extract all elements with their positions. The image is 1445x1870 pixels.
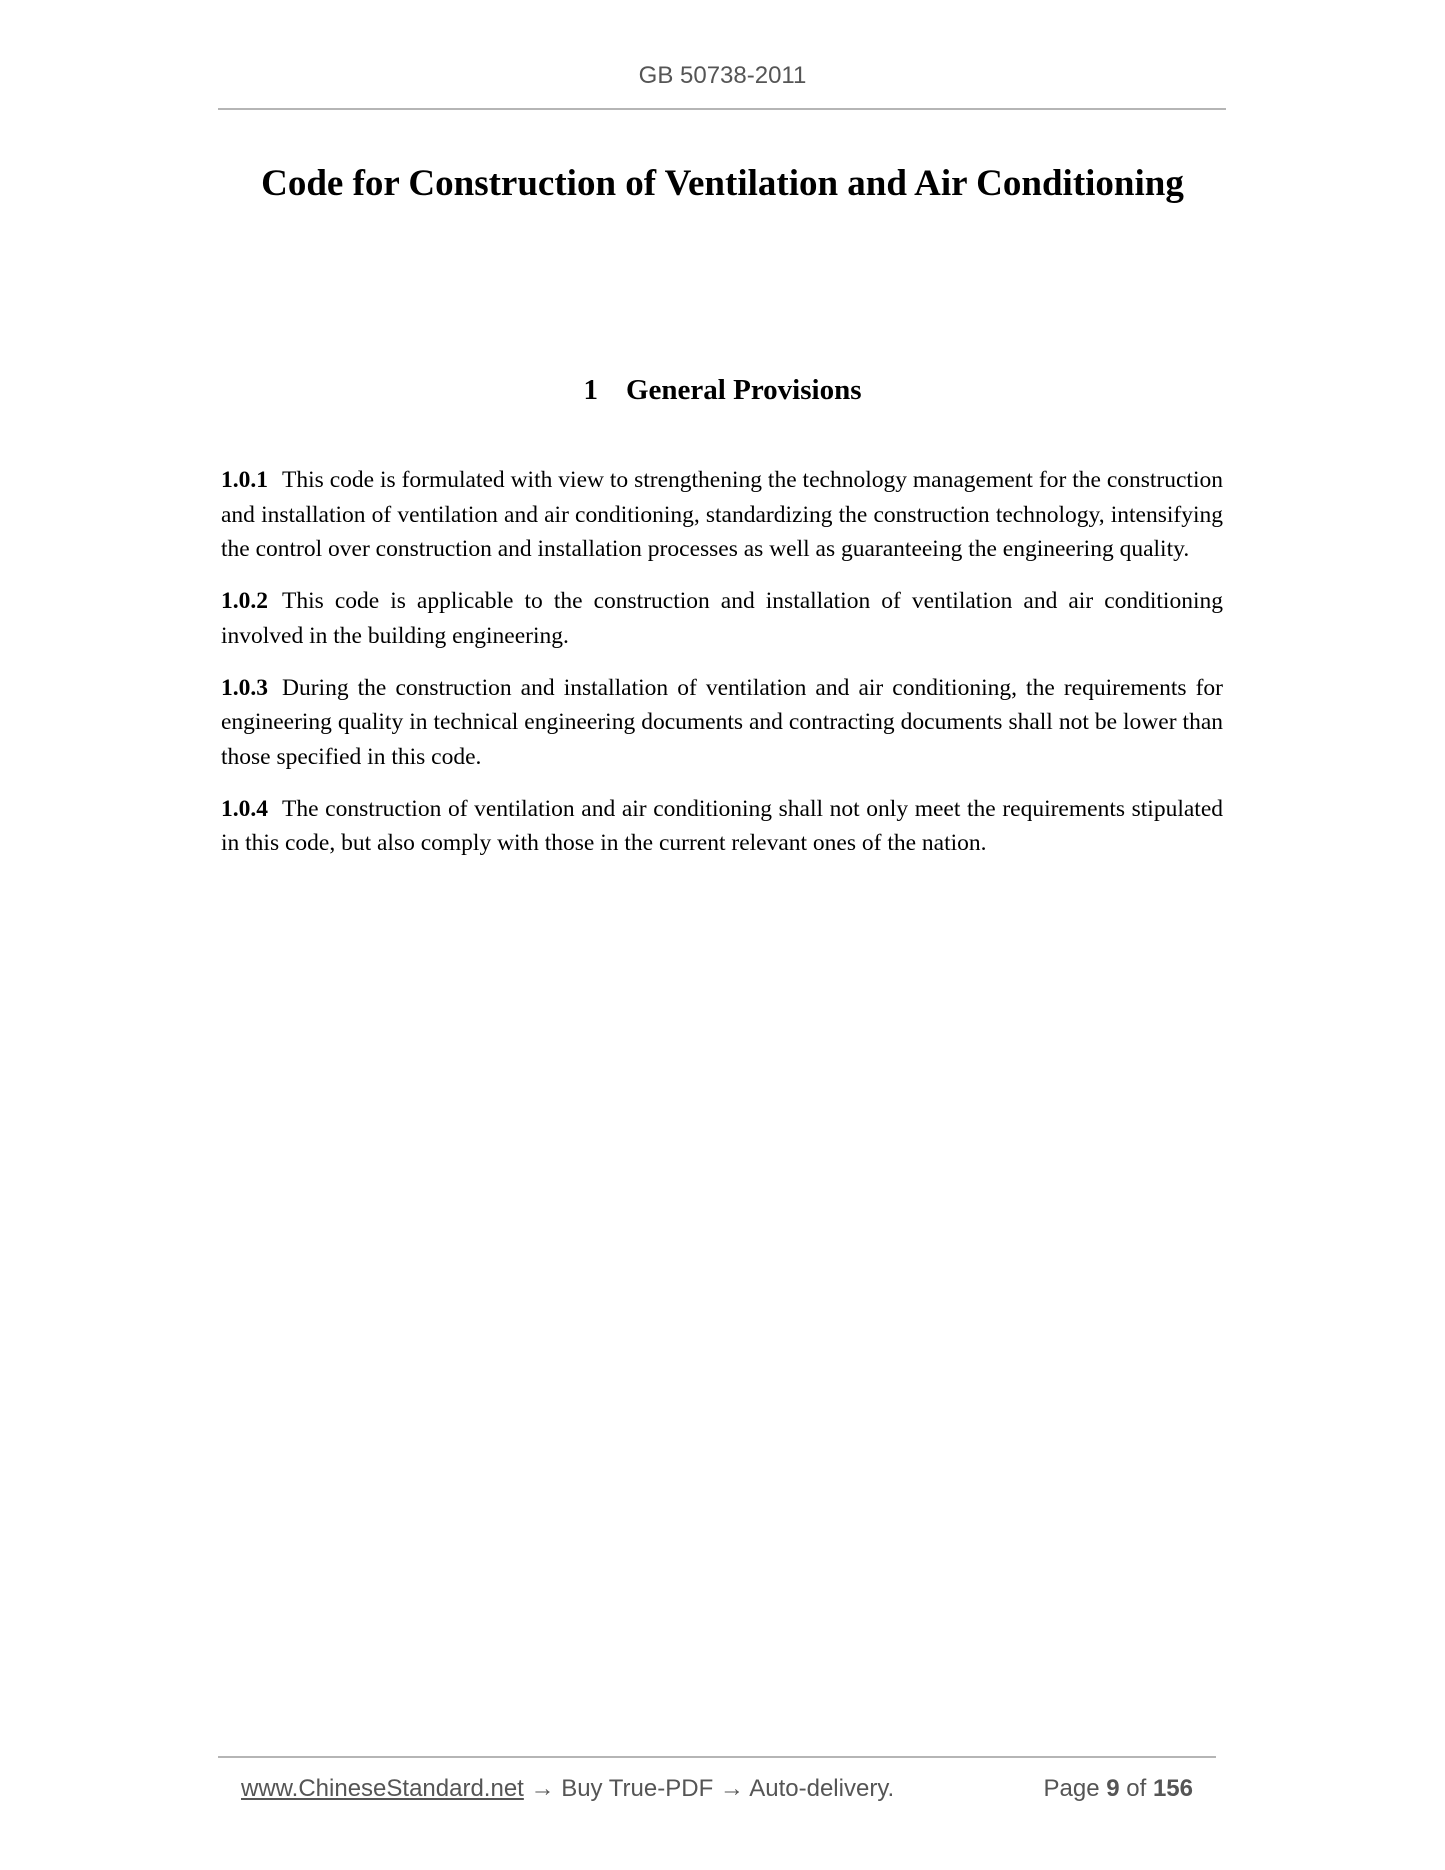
chapter-number: 1 <box>583 374 598 406</box>
clause <box>221 671 1223 775</box>
of-label: of <box>1126 1775 1147 1802</box>
header-doc-code: GB 50738-2011 <box>638 62 807 89</box>
footer-divider <box>218 1756 1216 1758</box>
arrow-icon: → <box>530 1775 555 1802</box>
page-total: 156 <box>1152 1775 1193 1802</box>
clause-number: 1.0.3 <box>221 674 268 701</box>
page-number: 9 <box>1106 1775 1120 1802</box>
chapter-title: General Provisions <box>626 374 862 406</box>
clause-text: This code is formulated with view to strengthening the technology management for the construction and installation of ventilation and air conditioning, standardizing the construction technology, intensifying the control over construction and installation processes as well as guaranteeing the engineering quality. <box>221 467 1223 563</box>
clause <box>221 792 1223 861</box>
delivery-text: Auto-delivery. <box>749 1775 895 1802</box>
page-label: Page <box>1043 1775 1100 1802</box>
arrow-icon: → <box>719 1775 744 1802</box>
clause-text: During the construction and installation of ventilation and air conditioning, the requirements for engineering quality in technical engineering documents and contracting documents shall not be lower than those specified in this code. <box>221 674 1223 770</box>
clause <box>221 584 1223 653</box>
clause-number: 1.0.1 <box>221 467 268 493</box>
document-title: Code for Construction of Ventilation and Air Conditioning <box>261 163 1184 204</box>
clause <box>221 463 1223 567</box>
website-link[interactable]: www.ChineseStandard.net <box>241 1775 524 1802</box>
page-indicator <box>1044 1775 1194 1803</box>
footer <box>241 1775 1193 1803</box>
clause-text: The construction of ventilation and air conditioning shall not only meet the requirements stipulated in this code, but also comply with those in the current relevant ones of the nation. <box>221 795 1223 857</box>
chapter-heading <box>0 374 1445 407</box>
header-divider <box>218 108 1226 110</box>
buy-text: Buy True-PDF <box>561 1775 714 1802</box>
clauses <box>221 463 1223 878</box>
footer-promo <box>241 1775 894 1803</box>
clause-number: 1.0.4 <box>221 795 268 822</box>
clause-text: This code is applicable to the construction and installation of ventilation and air conditioning involved in the building engineering. <box>221 588 1223 649</box>
clause-number: 1.0.2 <box>221 588 268 615</box>
